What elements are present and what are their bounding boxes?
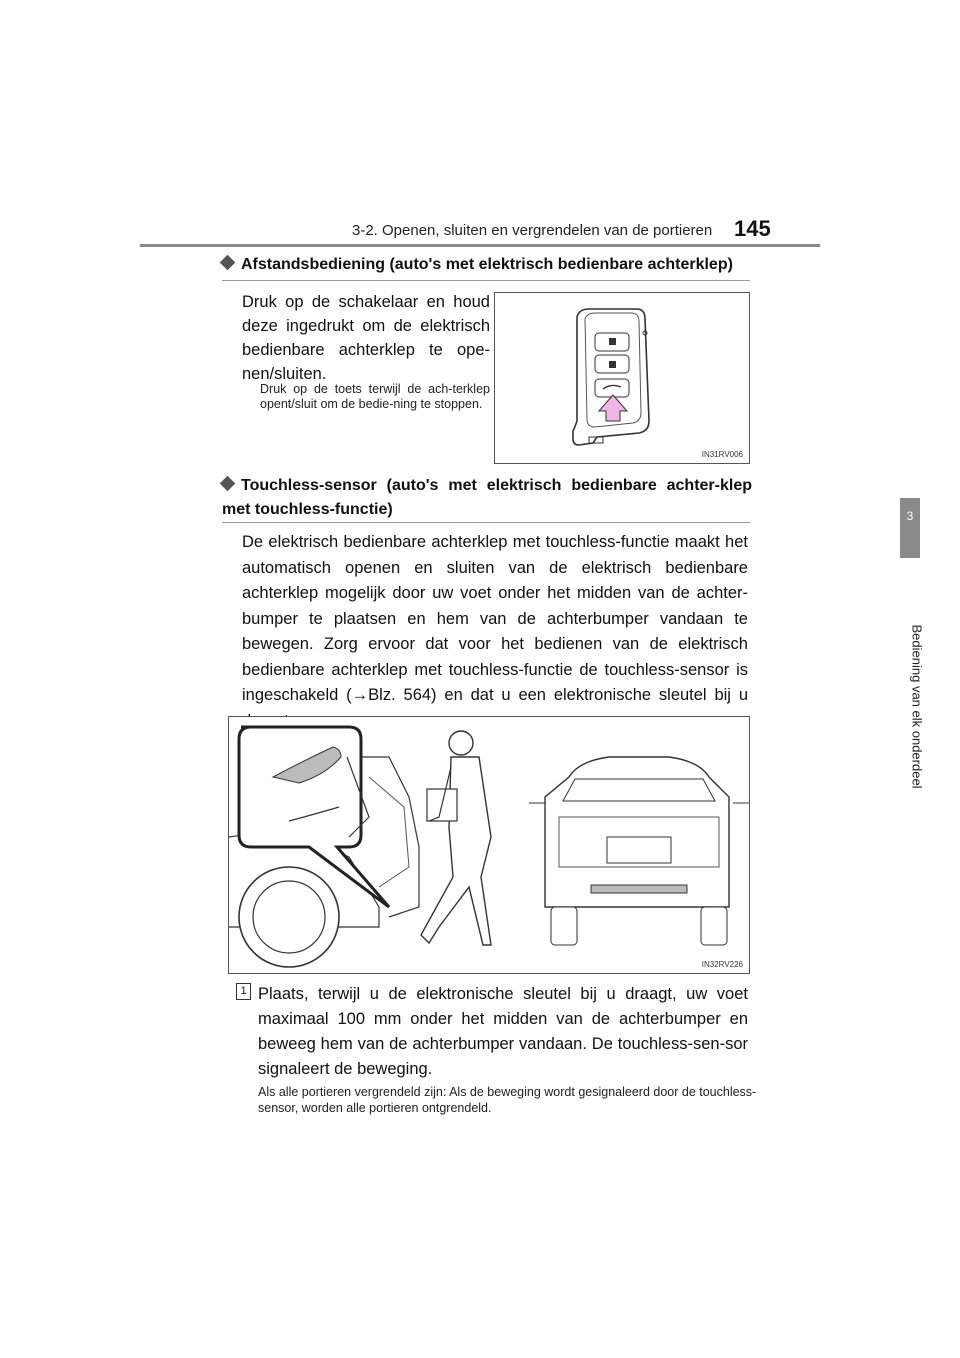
step1-note-text: Als alle portieren vergrendeld zijn: Als de beweging wordt gesignaleerd door de touchless-sensor, worden alle portieren ontgrendeld.	[258, 1085, 757, 1115]
page-number: 145	[734, 216, 771, 241]
figure-code: IN32RV226	[701, 960, 743, 969]
touchless-sensor-figure	[228, 716, 750, 974]
chapter-number: 3	[906, 509, 914, 523]
section-heading-remote: Afstandsbediening (auto's met elektrisch bedienbare achterklep)	[222, 256, 752, 274]
section-divider	[222, 280, 750, 281]
step-number-badge: 1	[236, 983, 251, 1000]
chapter-tab	[900, 498, 920, 558]
diamond-bullet-icon	[220, 255, 236, 271]
touchless-description-text: De elektrisch bedienbare achterklep met touchless-functie maakt het automatisch openen en sluiten van de elektrisch bedienbare achterklep mogelijk door uw voet onder het midden van de achter-bumper te plaatsen en hem van de achterbumper vandaan te bewegen. Zorg ervoor dat voor het bedienen van de elektrisch bedienbare achterklep met touchless-functie de touchless-sensor is ingeschakeld (→Blz. 564) en dat u een elektronische sleutel bij u	[242, 533, 748, 704]
remote-note-text: Druk op de toets terwijl de ach-terklep opent/sluit om de bedie-ning te stoppen.	[260, 382, 490, 411]
remote-instruction-text: Druk op de schakelaar en houd deze ingedrukt om de elektrisch bedienbare achterklep te ope-nen/sluiten.	[242, 293, 490, 383]
section-divider	[222, 522, 750, 523]
figure-code: IN31RV006	[701, 450, 743, 459]
electronic-key-icon	[495, 293, 749, 463]
chapter-label: Bediening van elk onderdeel	[909, 624, 925, 789]
section-heading-touchless: Touchless-sensor (auto's met elektrisch bedienbare achter-klep met touchless-functie)	[222, 474, 752, 522]
header-divider	[140, 244, 820, 247]
remote-key-figure	[494, 292, 750, 464]
touchless-illustration	[229, 717, 749, 973]
section-title: 3-2. Openen, sluiten en vergrendelen van de portieren	[352, 222, 713, 239]
diamond-bullet-icon	[220, 476, 236, 492]
step1-instruction-text: Plaats, terwijl u de elektronische sleutel bij u draagt, uw voet maximaal 100 mm onder het midden van de achterbumper en beweeg hem van de achterbumper vandaan. De touchless-sen-sor signaleert de beweging.	[258, 985, 748, 1078]
